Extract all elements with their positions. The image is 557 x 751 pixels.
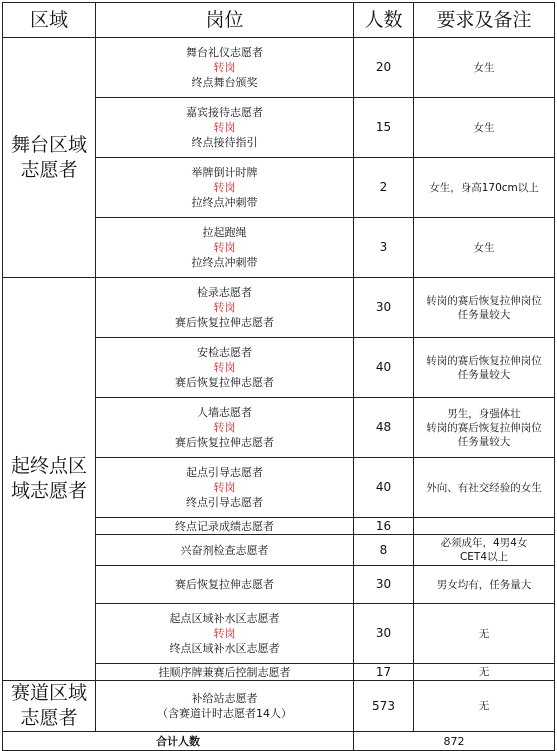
note-cell — [414, 218, 555, 278]
table-row — [3, 681, 555, 732]
position-subnote: （含赛道计时志愿者14人） — [157, 707, 292, 720]
count-cell: 20 — [354, 38, 414, 98]
note-cell — [414, 338, 555, 398]
note-cell — [414, 278, 555, 338]
position-name: 补给站志愿者 — [191, 692, 258, 705]
note-cell — [414, 604, 555, 664]
position-cell — [96, 664, 354, 681]
count-cell: 8 — [354, 535, 414, 566]
position-cell — [96, 398, 354, 458]
count-cell: 573 — [354, 681, 414, 732]
total-row — [3, 732, 555, 751]
count-cell: 15 — [354, 98, 414, 158]
count-cell: 30 — [354, 278, 414, 338]
count-cell: 30 — [354, 566, 414, 604]
region-stage — [3, 38, 96, 278]
position-cell — [96, 681, 354, 732]
note-text: 转岗的赛后恢复拉伸岗位 — [426, 354, 542, 367]
note-cell — [414, 518, 555, 535]
count-cell: 2 — [354, 158, 414, 218]
note-text: CET4以上 — [459, 551, 509, 563]
region-name-line: 志愿者 — [20, 707, 78, 729]
position-cell — [96, 518, 354, 535]
count-cell: 40 — [354, 338, 414, 398]
transfer-label: 转岗 — [213, 241, 236, 254]
transfer-label: 转岗 — [213, 121, 236, 134]
note-text: 女生 — [473, 241, 495, 254]
position-name: 起点区域补水区志愿者 — [169, 612, 280, 625]
note-text: 无 — [478, 700, 490, 712]
position-name: 起点引导志愿者 — [186, 466, 263, 479]
header-notes: 要求及备注 — [414, 3, 555, 38]
region-name-line: 舞台区域 — [10, 133, 87, 156]
header-position: 岗位 — [96, 3, 354, 38]
transfer-position: 赛后恢复拉伸志愿者 — [175, 436, 274, 449]
position-cell — [96, 278, 354, 338]
position-cell — [96, 458, 354, 518]
position-cell — [96, 338, 354, 398]
position-name: 舞台礼仪志愿者 — [186, 46, 263, 59]
note-cell — [414, 664, 555, 681]
position-name: 终点记录成绩志愿者 — [175, 519, 274, 533]
transfer-label: 转岗 — [213, 421, 236, 434]
region-name-line: 赛道区域 — [10, 682, 87, 704]
volunteer-table-sheet — [2, 2, 554, 748]
position-name: 赛后恢复拉伸志愿者 — [175, 578, 274, 591]
transfer-position: 终点舞台颁奖 — [191, 76, 258, 89]
transfer-position: 赛后恢复拉伸志愿者 — [175, 316, 274, 329]
note-cell — [414, 98, 555, 158]
transfer-position: 拉终点冲刺带 — [191, 256, 258, 269]
position-cell — [96, 566, 354, 604]
transfer-position: 拉终点冲刺带 — [191, 196, 258, 209]
note-text: 男生，身强体壮 — [447, 407, 521, 420]
position-name: 拉起跑绳 — [202, 226, 247, 239]
note-cell — [414, 398, 555, 458]
note-cell — [414, 566, 555, 604]
region-name-line: 域志愿者 — [10, 480, 87, 502]
note-text: 无 — [478, 627, 490, 640]
position-cell — [96, 218, 354, 278]
header-region: 区域 — [3, 3, 96, 38]
position-name: 安检志愿者 — [197, 346, 252, 359]
note-text: 任务量较大 — [457, 435, 511, 448]
note-cell — [414, 535, 555, 566]
position-name: 人墙志愿者 — [197, 406, 252, 419]
transfer-label: 转岗 — [213, 181, 236, 194]
note-text: 任务量较大 — [457, 368, 511, 381]
region-name-line: 起终点区 — [10, 455, 87, 477]
position-cell — [96, 98, 354, 158]
position-cell — [96, 535, 354, 566]
region-name-line: 志愿者 — [20, 158, 78, 181]
transfer-position: 终点接待指引 — [191, 136, 258, 149]
transfer-position: 终点引导志愿者 — [186, 496, 263, 509]
transfer-label: 转岗 — [213, 627, 236, 640]
total-value: 872 — [354, 732, 555, 751]
note-text: 女生，身高170cm以上 — [429, 181, 539, 194]
position-name: 兴奋剂检查志愿者 — [180, 543, 269, 557]
table-row — [3, 278, 555, 338]
note-text: 必须成年，4男4女 — [440, 537, 528, 549]
note-cell — [414, 458, 555, 518]
note-cell — [414, 681, 555, 732]
header-row — [3, 3, 555, 38]
note-cell — [414, 158, 555, 218]
count-cell: 30 — [354, 604, 414, 664]
note-text: 转岗的赛后恢复拉伸岗位 — [426, 294, 542, 307]
transfer-position: 赛后恢复拉伸志愿者 — [175, 376, 274, 389]
volunteer-table — [2, 2, 555, 751]
region-course — [3, 681, 96, 732]
position-cell — [96, 158, 354, 218]
total-label: 合计人数 — [3, 732, 354, 751]
note-cell — [414, 38, 555, 98]
count-cell: 17 — [354, 664, 414, 681]
count-cell: 48 — [354, 398, 414, 458]
transfer-label: 转岗 — [213, 361, 236, 374]
note-text: 女生 — [473, 61, 495, 74]
table-row — [3, 38, 555, 98]
transfer-label: 转岗 — [213, 481, 236, 494]
note-text: 女生 — [473, 121, 495, 134]
position-name: 挂顺序牌兼赛后控制志愿者 — [158, 665, 291, 679]
position-cell — [96, 38, 354, 98]
position-cell — [96, 604, 354, 664]
transfer-label: 转岗 — [213, 61, 236, 74]
note-text: 转岗的赛后恢复拉伸岗位 — [426, 421, 542, 434]
header-count: 人数 — [354, 3, 414, 38]
position-name: 举牌倒计时牌 — [191, 166, 258, 179]
note-text: 外向、有社交经验的女生 — [426, 481, 542, 494]
count-cell: 40 — [354, 458, 414, 518]
position-name: 嘉宾接待志愿者 — [186, 106, 263, 119]
position-name: 检录志愿者 — [197, 286, 252, 299]
note-text: 男女均有，任务量大 — [436, 578, 532, 591]
region-start-finish — [3, 278, 96, 681]
count-cell: 3 — [354, 218, 414, 278]
count-cell: 16 — [354, 518, 414, 535]
note-text: 任务量较大 — [457, 308, 511, 321]
note-text: 无 — [478, 666, 490, 678]
transfer-position: 终点区域补水区志愿者 — [169, 642, 280, 655]
transfer-label: 转岗 — [213, 301, 236, 314]
